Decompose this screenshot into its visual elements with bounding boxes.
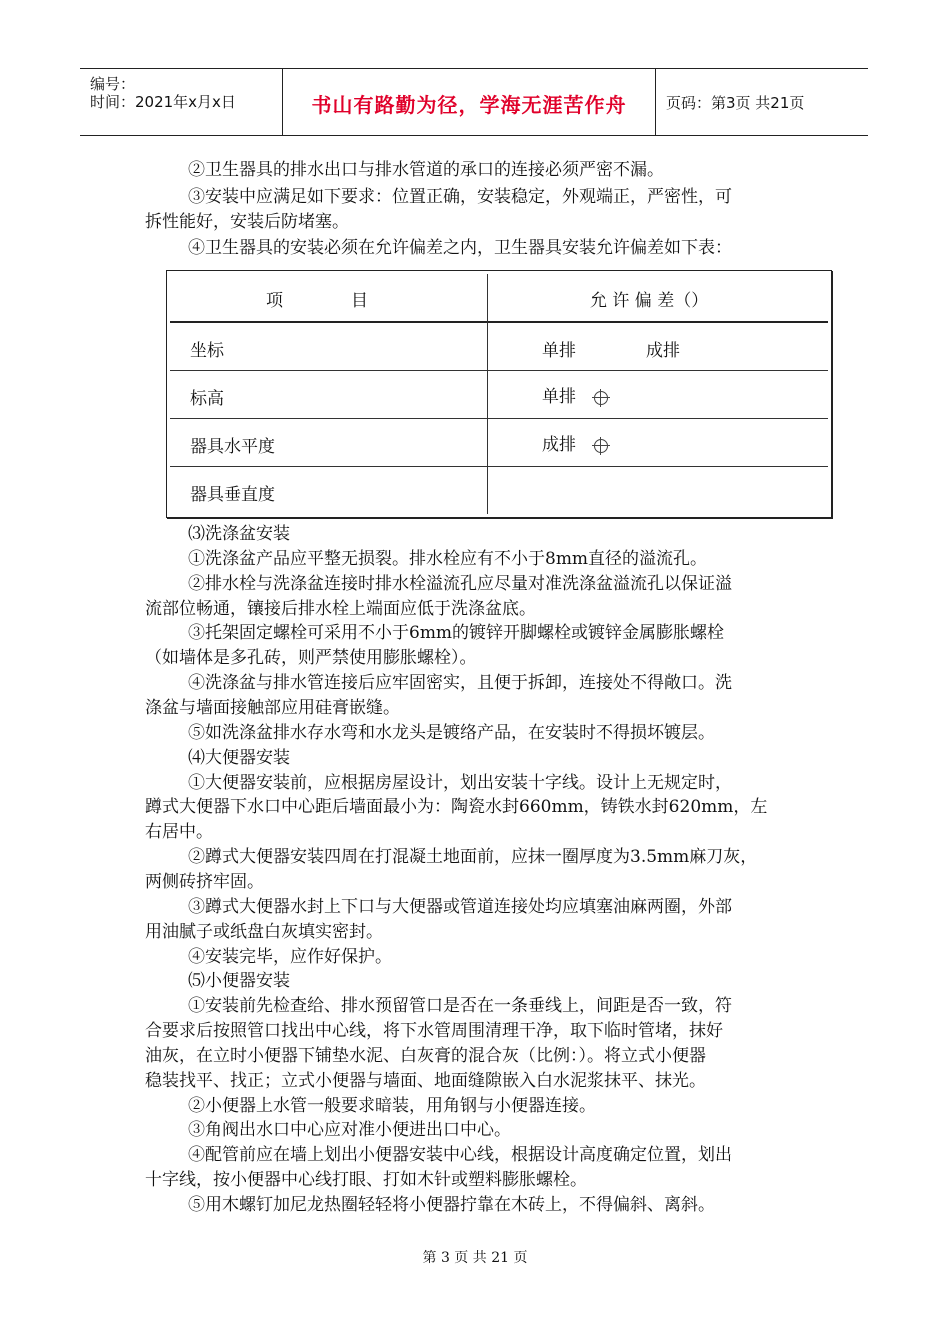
- header-page-cell: [658, 69, 868, 135]
- paragraph-line: ②蹲式大便器安装四周在打混凝土地面前，应抹一圈厚度为3.5mm麻刀灰，: [188, 847, 758, 867]
- row-divider: [170, 418, 828, 419]
- paragraph-line: 蹲式大便器下水口中心距后墙面最小为：陶瓷水封660mm，铸铁水封620mm，左: [145, 797, 768, 818]
- paragraph-line: ③蹲式大便器水封上下口与大便器或管道连接处均应填塞油麻两圈，外部: [188, 896, 732, 917]
- column-divider: [487, 274, 488, 514]
- paragraph-line: ②排水栓与洗涤盆连接时排水栓溢流孔应尽量对准洗涤盆溢流孔以保证溢: [188, 573, 732, 594]
- document-header: [80, 68, 868, 136]
- paragraph-line: 拆性能好，安装后防堵塞。: [145, 212, 349, 232]
- number-label: 编号：: [90, 75, 136, 93]
- paragraph-line: ④卫生器具的安装必须在允许偏差之内，卫生器具安装允许偏差如下表：: [188, 238, 732, 258]
- motto: 书山有路勤为径，学海无涯苦作舟: [311, 93, 627, 117]
- row-item: 标高: [190, 389, 224, 409]
- row-value-a: 单排: [542, 341, 576, 361]
- date-label: 时间：2021年x月x日: [90, 93, 236, 111]
- paragraph-line: ②卫生器具的排水出口与排水管道的承口的连接必须严密不漏。: [188, 160, 664, 180]
- paragraph-line: ④配管前应在墙上划出小便器安装中心线，根据设计高度确定位置，划出: [188, 1145, 732, 1166]
- paragraph-line: ③托架固定螺栓可采用不小于6mm的镀锌开脚螺栓或镀锌金属膨胀螺栓: [188, 623, 725, 644]
- paragraph-line: ①大便器安装前，应根据房屋设计，划出安装十字线。设计上无规定时，: [188, 772, 732, 793]
- header-tolerance: 允 许 偏 差（）: [590, 291, 709, 311]
- paragraph-line: 用油腻子或纸盘白灰填实密封。: [145, 921, 383, 942]
- crosshair-icon: [594, 391, 608, 405]
- paragraph-line: 合要求后按照管口找出中心线，将下水管周围清理干净，取下临时管堵，抹好: [145, 1021, 723, 1041]
- paragraph-line: ①洗涤盆产品应平整无损裂。排水栓应有不小于8mm直径的溢流孔。: [188, 548, 708, 569]
- paragraph-line: ⑤如洗涤盆排水存水弯和水龙头是镀络产品，在安装时不得损坏镀层。: [188, 722, 715, 743]
- page-footer: 第 3 页 共 21 页: [422, 1250, 528, 1266]
- crosshair-icon: [594, 439, 608, 453]
- row-value-a: 成排: [542, 430, 608, 455]
- header-motto-cell: [282, 69, 656, 135]
- row-divider: [170, 370, 828, 371]
- paragraph-line: ③安装中应满足如下要求：位置正确，安装稳定，外观端正，严密性，可: [188, 187, 732, 207]
- paragraph-line: 油灰，在立时小便器下铺垫水泥、白灰膏的混合灰（比例：）。将立式小便器: [145, 1045, 706, 1066]
- header-item: 项 目: [266, 291, 368, 311]
- paragraph-line: ⑤用木螺钉加尼龙热圈轻轻将小便器拧靠在木砖上，不得偏斜、离斜。: [188, 1195, 715, 1215]
- paragraph-line: ⑶洗涤盆安装: [188, 524, 290, 544]
- page-label: 页码：第3页 共21页: [666, 94, 805, 112]
- tolerance-table: [166, 270, 832, 518]
- row-value-a: 单排: [542, 382, 608, 407]
- row-item: 坐标: [190, 341, 224, 361]
- paragraph-line: ①安装前先检查给、排水预留管口是否在一条垂线上，间距是否一致，符: [188, 996, 732, 1017]
- row-item: 器具垂直度: [190, 485, 275, 505]
- row-divider: [170, 466, 828, 467]
- paragraph-line: 流部位畅通，镶接后排水栓上端面应低于洗涤盆底。: [145, 598, 536, 619]
- paragraph-line: （如墙体是多孔砖，则严禁使用膨胀螺栓）。: [145, 648, 477, 669]
- row-item: 器具水平度: [190, 437, 275, 457]
- header-divider: [170, 321, 828, 323]
- header-meta-cell: [80, 69, 280, 135]
- paragraph-line: ⑸小便器安装: [188, 971, 290, 992]
- paragraph-line: 涤盆与墙面接触部应用硅膏嵌缝。: [145, 698, 400, 718]
- paragraph-line: 十字线，按小便器中心线打眼、打如木针或塑料膨胀螺栓。: [145, 1170, 587, 1191]
- paragraph-line: ④安装完毕，应作好保护。: [188, 946, 392, 967]
- paragraph-line: 两侧砖挤牢固。: [145, 871, 264, 892]
- paragraph-line: 稳装找平、找正；立式小便器与墙面、地面缝隙嵌入白水泥浆抹平、抹光。: [145, 1070, 706, 1091]
- paragraph-line: ⑷大便器安装: [188, 747, 290, 768]
- paragraph-line: ②小便器上水管一般要求暗装，用角钢与小便器连接。: [188, 1095, 596, 1116]
- paragraph-line: ④洗涤盆与排水管连接后应牢固密实，且便于拆卸，连接处不得敞口。洗: [188, 673, 732, 694]
- paragraph-line: ③角阀出水口中心应对准小便进出口中心。: [188, 1120, 511, 1141]
- paragraph-line: 右居中。: [145, 822, 213, 843]
- row-value-b: 成排: [646, 341, 680, 361]
